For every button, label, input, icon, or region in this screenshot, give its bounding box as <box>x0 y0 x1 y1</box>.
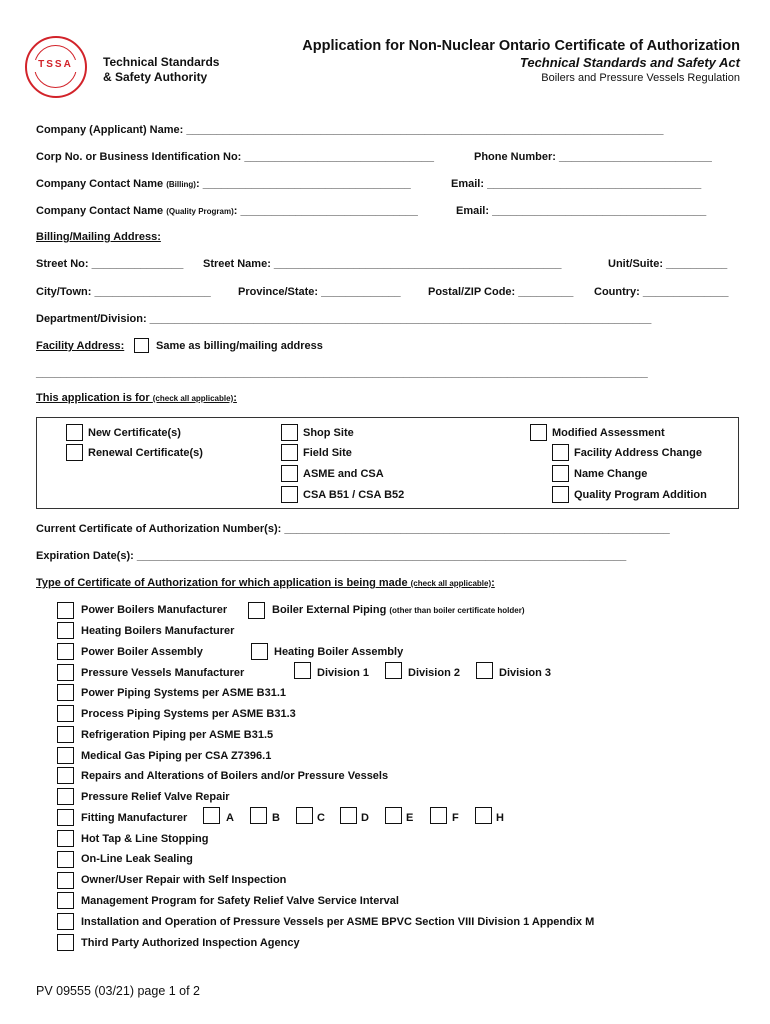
shop-site-label: Shop Site <box>303 427 354 439</box>
facility-address-line[interactable]: ____________________________________________________________________________________________________ <box>36 367 648 379</box>
corp-no-field[interactable]: Corp No. or Business Identification No: _______________________________ <box>36 151 435 163</box>
fitting-b-label: B <box>272 812 280 824</box>
name-change-checkbox[interactable] <box>552 465 569 482</box>
leak-sealing-label: On-Line Leak Sealing <box>81 853 193 865</box>
contact-quality-field[interactable] <box>36 205 418 217</box>
pressure-vessels-checkbox[interactable] <box>57 664 74 681</box>
fitting-d-label: D <box>361 812 369 824</box>
pressure-vessels-label: Pressure Vessels Manufacturer <box>81 667 245 679</box>
regulation-name: Boilers and Pressure Vessels Regulation <box>541 72 740 84</box>
certificate-type-colon: : <box>491 577 495 589</box>
org-name-line1: Technical Standards <box>103 55 220 69</box>
fitting-checkbox[interactable] <box>57 809 74 826</box>
contact-billing-line: : __________________________________ <box>195 178 411 190</box>
owner-repair-label: Owner/User Repair with Self Inspection <box>81 874 287 886</box>
boiler-external-checkbox[interactable] <box>248 602 265 619</box>
same-as-billing-label: Same as billing/mailing address <box>156 340 323 352</box>
power-boilers-checkbox[interactable] <box>57 602 74 619</box>
owner-repair-checkbox[interactable] <box>57 872 74 889</box>
asme-csa-checkbox[interactable] <box>281 465 298 482</box>
facility-change-checkbox[interactable] <box>552 444 569 461</box>
fitting-c-label: C <box>317 812 325 824</box>
types-check-all-note: (check all applicable) <box>410 579 492 588</box>
fitting-b-checkbox[interactable] <box>250 807 267 824</box>
quality-addition-label: Quality Program Addition <box>574 489 707 501</box>
fitting-h-checkbox[interactable] <box>475 807 492 824</box>
fitting-h-label: H <box>496 812 504 824</box>
relief-valve-checkbox[interactable] <box>57 788 74 805</box>
act-name: Technical Standards and Safety Act <box>519 55 740 70</box>
same-as-billing-checkbox[interactable] <box>134 338 149 353</box>
company-name-field[interactable]: Company (Applicant) Name: ______________________________________________________________________________ <box>36 124 664 136</box>
third-party-checkbox[interactable] <box>57 934 74 951</box>
expiration-field[interactable]: Expiration Date(s): ________________________________________________________________________________ <box>36 550 627 562</box>
contact-billing-field[interactable] <box>36 178 411 190</box>
field-site-label: Field Site <box>303 447 352 459</box>
quality-addition-checkbox[interactable] <box>552 486 569 503</box>
division1-checkbox[interactable] <box>294 662 311 679</box>
installation-checkbox[interactable] <box>57 913 74 930</box>
postal-field[interactable]: Postal/ZIP Code: _________ <box>428 286 574 298</box>
page-title: Application for Non-Nuclear Ontario Certificate of Authorization <box>302 38 740 54</box>
boiler-external-note: (other than boiler certificate holder) <box>389 606 525 615</box>
division3-checkbox[interactable] <box>476 662 493 679</box>
management-checkbox[interactable] <box>57 892 74 909</box>
contact-billing-label: Company Contact Name <box>36 178 167 190</box>
application-for-label: This application is for <box>36 392 153 404</box>
check-all-note: (check all applicable) <box>152 394 234 403</box>
phone-field[interactable]: Phone Number: _________________________ <box>474 151 712 163</box>
fitting-e-checkbox[interactable] <box>385 807 402 824</box>
fitting-label: Fitting Manufacturer <box>81 812 188 824</box>
field-site-checkbox[interactable] <box>281 444 298 461</box>
boiler-external-label <box>272 604 525 616</box>
footer-form-number: PV 09555 (03/21) page 1 of 2 <box>36 984 201 998</box>
division2-label: Division 2 <box>408 667 460 679</box>
fitting-a-label: A <box>226 812 234 824</box>
logo-text: TSSA <box>38 59 73 70</box>
application-for-heading <box>36 392 237 404</box>
city-field[interactable]: City/Town: ___________________ <box>36 286 211 298</box>
new-certificate-label: New Certificate(s) <box>88 427 181 439</box>
csa-b51-checkbox[interactable] <box>281 486 298 503</box>
relief-valve-label: Pressure Relief Valve Repair <box>81 791 230 803</box>
power-piping-label: Power Piping Systems per ASME B31.1 <box>81 687 286 699</box>
heating-assembly-label: Heating Boiler Assembly <box>274 646 404 658</box>
modified-assessment-checkbox[interactable] <box>530 424 547 441</box>
boiler-external-text: Boiler External Piping <box>272 604 390 616</box>
fitting-c-checkbox[interactable] <box>296 807 313 824</box>
province-field[interactable]: Province/State: _____________ <box>238 286 401 298</box>
facility-address-label: Facility Address: <box>36 340 125 352</box>
heating-boilers-checkbox[interactable] <box>57 622 74 639</box>
shop-site-checkbox[interactable] <box>281 424 298 441</box>
certificate-type-heading <box>36 577 495 589</box>
certificate-type-label: Type of Certificate of Authorization for which application is being made <box>36 577 411 589</box>
medical-gas-checkbox[interactable] <box>57 747 74 764</box>
leak-sealing-checkbox[interactable] <box>57 851 74 868</box>
power-assembly-label: Power Boiler Assembly <box>81 646 203 658</box>
application-for-colon: : <box>233 392 237 404</box>
facility-change-label: Facility Address Change <box>574 447 702 459</box>
name-change-label: Name Change <box>574 468 648 480</box>
process-piping-checkbox[interactable] <box>57 705 74 722</box>
modified-assessment-label: Modified Assessment <box>552 427 665 439</box>
division2-checkbox[interactable] <box>385 662 402 679</box>
street-no-field[interactable]: Street No: _______________ <box>36 258 184 270</box>
billing-note: (Billing) <box>166 180 196 189</box>
medical-gas-label: Medical Gas Piping per CSA Z7396.1 <box>81 750 272 762</box>
fitting-e-label: E <box>406 812 414 824</box>
power-boilers-label: Power Boilers Manufacturer <box>81 604 228 616</box>
process-piping-label: Process Piping Systems per ASME B31.3 <box>81 708 296 720</box>
repairs-checkbox[interactable] <box>57 767 74 784</box>
hot-tap-checkbox[interactable] <box>57 830 74 847</box>
power-assembly-checkbox[interactable] <box>57 643 74 660</box>
repairs-label: Repairs and Alterations of Boilers and/or Pressure Vessels <box>81 770 389 782</box>
csa-b51-label: CSA B51 / CSA B52 <box>303 489 405 501</box>
new-certificate-checkbox[interactable] <box>66 424 83 441</box>
org-name-line2: & Safety Authority <box>103 70 208 84</box>
billing-address-heading: Billing/Mailing Address: <box>36 231 161 243</box>
fitting-a-checkbox[interactable] <box>203 807 220 824</box>
unit-field[interactable]: Unit/Suite: __________ <box>608 258 728 270</box>
street-name-field[interactable]: Street Name: _______________________________________________ <box>203 258 562 270</box>
hot-tap-label: Hot Tap & Line Stopping <box>81 833 209 845</box>
power-piping-checkbox[interactable] <box>57 684 74 701</box>
installation-label: Installation and Operation of Pressure Vessels per ASME BPVC Section VIII Division 1 Appendix M <box>81 916 595 928</box>
management-label: Management Program for Safety Relief Valve Service Interval <box>81 895 399 907</box>
quality-note: (Quality Program) <box>166 207 234 216</box>
division3-label: Division 3 <box>499 667 551 679</box>
contact-quality-label: Company Contact Name <box>36 205 167 217</box>
refrigeration-checkbox[interactable] <box>57 726 74 743</box>
current-cert-field[interactable]: Current Certificate of Authorization Number(s): _______________________________________________________________ <box>36 523 670 535</box>
division1-label: Division 1 <box>317 667 369 679</box>
heating-boilers-label: Heating Boilers Manufacturer <box>81 625 235 637</box>
asme-csa-label: ASME and CSA <box>303 468 384 480</box>
fitting-d-checkbox[interactable] <box>340 807 357 824</box>
department-field[interactable]: Department/Division: __________________________________________________________________________________ <box>36 313 652 325</box>
renewal-certificate-checkbox[interactable] <box>66 444 83 461</box>
fitting-f-checkbox[interactable] <box>430 807 447 824</box>
heating-assembly-checkbox[interactable] <box>251 643 268 660</box>
country-field[interactable]: Country: ______________ <box>594 286 729 298</box>
email-billing-field[interactable]: Email: ___________________________________ <box>451 178 702 190</box>
email-quality-field[interactable]: Email: ___________________________________ <box>456 205 707 217</box>
renewal-certificate-label: Renewal Certificate(s) <box>88 447 203 459</box>
contact-quality-line: : _____________________________ <box>233 205 418 217</box>
third-party-label: Third Party Authorized Inspection Agency <box>81 937 300 949</box>
fitting-f-label: F <box>452 812 459 824</box>
refrigeration-label: Refrigeration Piping per ASME B31.5 <box>81 729 274 741</box>
